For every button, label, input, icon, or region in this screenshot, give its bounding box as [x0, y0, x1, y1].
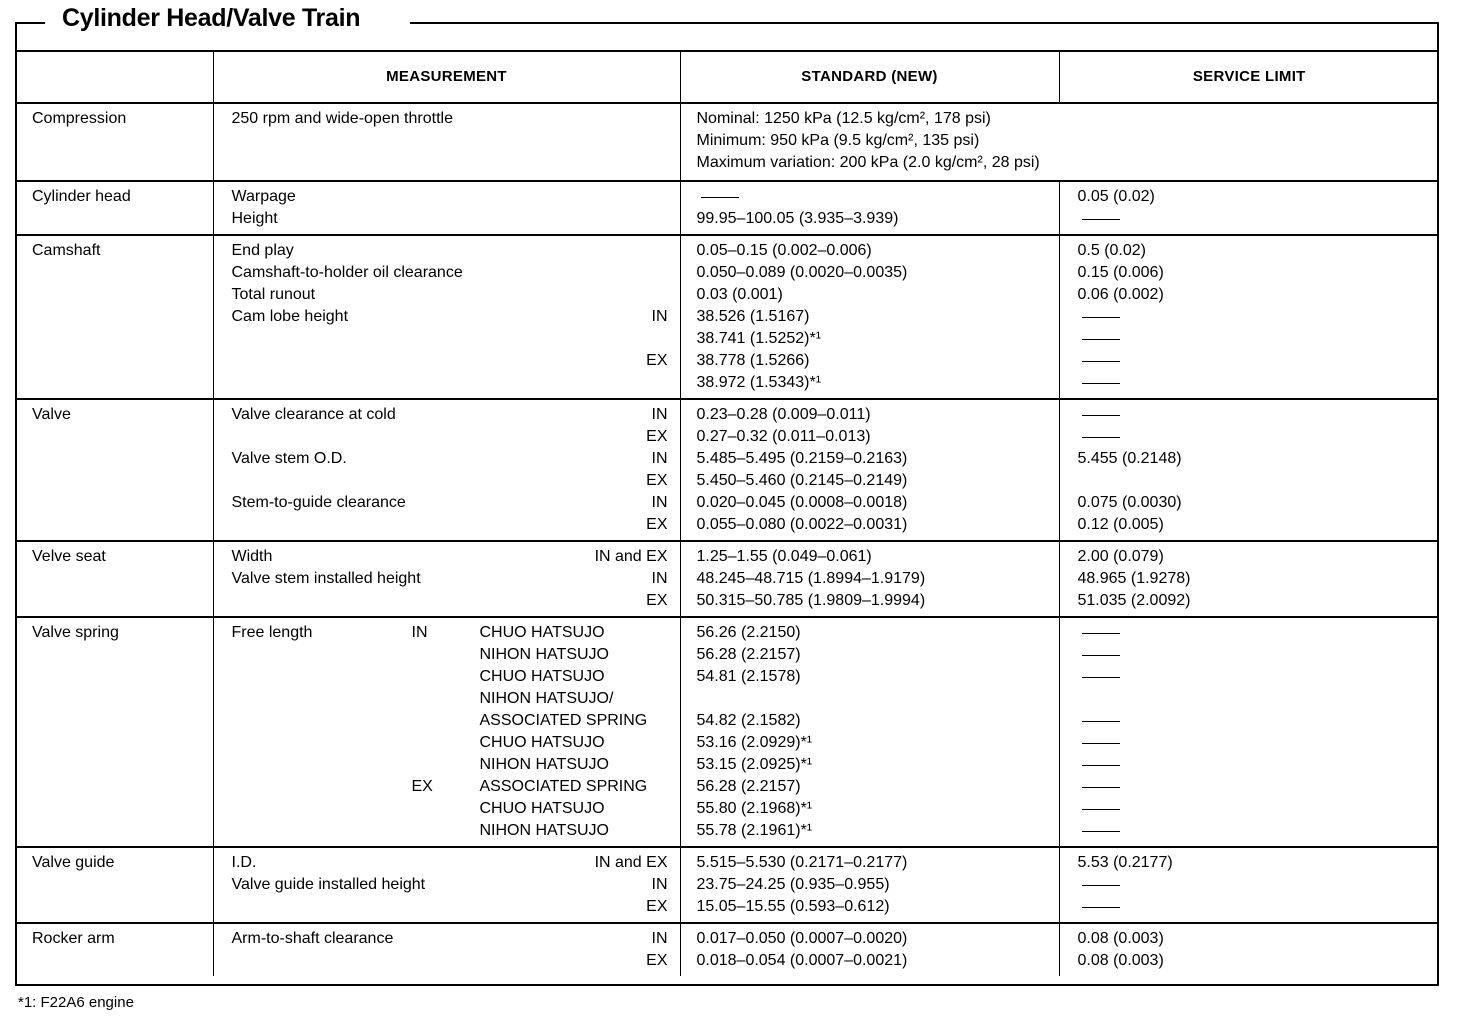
standard-lines: [697, 848, 1059, 922]
service-limit-cell: [1059, 181, 1439, 235]
service-limit-value: 51.035 (2.0092): [1077, 592, 1191, 609]
standard-value: 0.05–0.15 (0.002–0.006): [696, 242, 872, 259]
dash-mark: [1082, 721, 1120, 722]
dash-mark: [1082, 677, 1120, 678]
limit-lines: [1078, 542, 1440, 616]
standard-value: 38.972 (1.5343)*¹: [696, 374, 822, 391]
side-label: IN: [651, 570, 668, 587]
side-label: EX: [646, 898, 668, 915]
measurement-line: [232, 240, 680, 262]
standard-value: 0.020–0.045 (0.0008–0.0018): [696, 494, 908, 511]
standard-value: 54.81 (2.1578): [696, 668, 801, 685]
service-limit-value: [1078, 644, 1440, 666]
measurement-label: Warpage: [231, 188, 296, 205]
service-limit-value: [1078, 622, 1440, 644]
measurement-label: Valve clearance at cold: [231, 406, 396, 423]
maker-label: NIHON HATSUJO: [479, 822, 609, 839]
standard-value: 0.017–0.050 (0.0007–0.0020): [696, 930, 908, 947]
measurement-cell: [213, 399, 680, 541]
dash-mark: [701, 197, 739, 198]
measurement-lines: [232, 848, 680, 922]
measurement-line: [232, 852, 680, 874]
service-limit-value: [1078, 896, 1440, 918]
standard-cell: [680, 541, 1059, 617]
side-label: IN: [651, 450, 668, 467]
measurement-label: Valve stem O.D.: [231, 450, 347, 467]
side-label: IN: [651, 876, 668, 893]
standard-cell: [680, 923, 1059, 976]
service-limit-value: [1078, 874, 1440, 896]
component-name: Camshaft: [15, 235, 213, 399]
service-limit-cell: [1059, 399, 1439, 541]
maker-label: CHUO HATSUJO: [479, 668, 605, 685]
side-label: EX: [646, 516, 668, 533]
limit-lines: [1078, 400, 1440, 540]
measurement-line: [232, 404, 680, 426]
measurement-label: Free length: [231, 624, 313, 641]
maker-label: ASSOCIATED SPRING: [479, 778, 648, 795]
side-label: EX: [646, 428, 668, 445]
side-label: IN: [651, 308, 668, 325]
service-limit-value: 5.53 (0.2177): [1077, 854, 1173, 871]
service-limit-value: [1078, 688, 1440, 710]
spring-line: [232, 732, 680, 754]
side-label: IN and EX: [594, 548, 668, 565]
header-measurement: MEASUREMENT: [213, 51, 680, 103]
service-limit-value: 0.15 (0.006): [1077, 264, 1164, 281]
side-label: IN and EX: [594, 854, 668, 871]
measurement-line: [232, 350, 680, 372]
standard-value: 50.315–50.785 (1.9809–1.9994): [696, 592, 926, 609]
measurement-line: [232, 950, 680, 972]
service-limit-value: 2.00 (0.079): [1077, 548, 1164, 565]
service-limit-value: [1078, 820, 1440, 842]
service-limit-value: [1078, 350, 1440, 372]
measurement-label: 250 rpm and wide-open throttle: [231, 110, 453, 127]
measurement-label: Stem-to-guide clearance: [231, 494, 406, 511]
dash-mark: [1082, 743, 1120, 744]
side-label: IN: [651, 406, 668, 423]
dash-mark: [1082, 809, 1120, 810]
standard-value: 56.28 (2.2157): [696, 778, 801, 795]
limit-lines: [1078, 924, 1440, 976]
maker-label: CHUO HATSUJO: [479, 624, 605, 641]
service-limit-value: 0.075 (0.0030): [1077, 494, 1182, 511]
dash-mark: [1082, 317, 1120, 318]
dash-mark: [1082, 219, 1120, 220]
measurement-lines: [232, 400, 680, 540]
measurement-line: [232, 186, 680, 208]
component-name: Valve: [15, 399, 213, 541]
service-limit-value: 0.08 (0.003): [1077, 930, 1164, 947]
minimum-value: Minimum: 950 kPa (9.5 kg/cm², 135 psi): [696, 132, 980, 149]
standard-value: 5.485–5.495 (0.2159–0.2163): [696, 450, 908, 467]
measurement-line: [232, 262, 680, 284]
measurement-cell: [213, 235, 680, 399]
standard-value: 48.245–48.715 (1.8994–1.9179): [696, 570, 926, 587]
standard-lines: [697, 400, 1059, 540]
maker-label: CHUO HATSUJO: [479, 734, 605, 751]
dash-mark: [1082, 655, 1120, 656]
spring-line: [232, 688, 680, 710]
maker-label: ASSOCIATED SPRING: [479, 712, 648, 729]
header-standard: STANDARD (NEW): [680, 51, 1059, 103]
measurement-line: [232, 470, 680, 492]
footnote: *1: F22A6 engine: [18, 994, 134, 1011]
side-label: IN: [651, 930, 668, 947]
standard-cell: [680, 103, 1439, 181]
limit-lines: [1078, 848, 1440, 922]
standard-value: 56.28 (2.2157): [696, 646, 801, 663]
header-row: [15, 51, 1439, 103]
dash-mark: [1082, 361, 1120, 362]
standard-value: 5.450–5.460 (0.2145–0.2149): [696, 472, 908, 489]
standard-lines: [697, 182, 1059, 234]
component-name: Cylinder head: [15, 181, 213, 235]
side-label: EX: [646, 952, 668, 969]
standard-cell: [680, 847, 1059, 923]
component-name: Rocker arm: [15, 923, 213, 976]
standard-value: 56.26 (2.2150): [696, 624, 801, 641]
dash-mark: [1082, 339, 1120, 340]
standard-cell: [680, 617, 1059, 847]
maker-label: NIHON HATSUJO/: [479, 690, 614, 707]
measurement-line: [232, 492, 680, 514]
standard-value: 0.055–0.080 (0.0022–0.0031): [696, 516, 908, 533]
measurement-line: [232, 284, 680, 306]
standard-value: 38.526 (1.5167): [696, 308, 810, 325]
component-name: Compression: [15, 103, 213, 181]
service-limit-value: [1078, 426, 1440, 448]
service-limit-value: [1078, 372, 1440, 394]
maker-label: NIHON HATSUJO: [479, 646, 609, 663]
standard-lines: [697, 618, 1059, 846]
service-limit-value: 48.965 (1.9278): [1077, 570, 1191, 587]
service-limit-value: [1078, 776, 1440, 798]
specs-table: [15, 50, 1439, 976]
spring-line: [232, 710, 680, 732]
measurement-line: [232, 372, 680, 394]
dash-mark: [1082, 633, 1120, 634]
standard-value: 1.25–1.55 (0.049–0.061): [696, 548, 872, 565]
service-limit-value: 0.08 (0.003): [1077, 952, 1164, 969]
service-limit-value: [1078, 732, 1440, 754]
service-limit-cell: [1059, 847, 1439, 923]
measurement-label: Cam lobe height: [231, 308, 349, 325]
measurement-cell: [213, 541, 680, 617]
table-row-valve: [15, 399, 1439, 541]
service-limit-value: [1078, 470, 1440, 492]
standard-value: [697, 186, 1059, 208]
measurement-line: [232, 514, 680, 536]
service-limit-value: 0.5 (0.02): [1077, 242, 1146, 259]
service-limit-value: [1078, 798, 1440, 820]
standard-value: 55.78 (2.1961)*¹: [696, 822, 813, 839]
standard-value: 53.15 (2.0925)*¹: [696, 756, 813, 773]
dash-mark: [1082, 787, 1120, 788]
side-label: IN: [411, 624, 428, 641]
service-limit-cell: [1059, 541, 1439, 617]
standard-lines: [697, 542, 1059, 616]
spring-line: [232, 798, 680, 820]
measurement-line: [232, 208, 680, 230]
service-limit-value: [1078, 306, 1440, 328]
standard-value: 5.515–5.530 (0.2171–0.2177): [696, 854, 908, 871]
component-name: Valve guide: [15, 847, 213, 923]
limit-lines: [1078, 236, 1440, 398]
table-row-valve-guide: [15, 847, 1439, 923]
standard-cell: [680, 399, 1059, 541]
measurement-label: Width: [231, 548, 273, 565]
measurement-lines: [232, 236, 680, 398]
standard-value: 0.018–0.054 (0.0007–0.0021): [696, 952, 908, 969]
measurement-lines: [232, 542, 680, 616]
spring-line: [232, 644, 680, 666]
standard-lines: [697, 236, 1059, 398]
table-row-valve-spring: [15, 617, 1439, 847]
header-component: [15, 51, 213, 103]
measurement-lines: [232, 182, 680, 234]
measurement-cell: [213, 847, 680, 923]
dash-mark: [1082, 831, 1120, 832]
service-limit-value: [1078, 404, 1440, 426]
measurement-line: [232, 546, 680, 568]
table-row-velve-seat: [15, 541, 1439, 617]
measurement-cell: [213, 923, 680, 976]
measurement-label: Arm-to-shaft clearance: [231, 930, 394, 947]
standard-value: 0.050–0.089 (0.0020–0.0035): [696, 264, 908, 281]
measurement-line: [232, 874, 680, 896]
standard-cell: [680, 181, 1059, 235]
measurement-label: Height: [231, 210, 278, 227]
measurement-label: Valve guide installed height: [231, 876, 426, 893]
table-row-cylinder-head: [15, 181, 1439, 235]
measurement-label: Camshaft-to-holder oil clearance: [231, 264, 463, 281]
standard-value: [697, 688, 1059, 710]
standard-value: 99.95–100.05 (3.935–3.939): [696, 210, 899, 227]
standard-value: 55.80 (2.1968)*¹: [696, 800, 813, 817]
limit-lines: [1078, 618, 1440, 846]
measurement-line: [232, 590, 680, 612]
side-label: EX: [411, 778, 433, 795]
measurement-line: [232, 896, 680, 918]
standard-value: 23.75–24.25 (0.935–0.955): [696, 876, 890, 893]
measurement-line: [232, 568, 680, 590]
limit-lines: [1078, 182, 1440, 234]
standard-value: 53.16 (2.0929)*¹: [696, 734, 813, 751]
measurement-cell: [213, 103, 680, 181]
spring-line: [232, 776, 680, 798]
measurement-line: [232, 328, 680, 350]
service-limit-value: 0.05 (0.02): [1077, 188, 1155, 205]
page-title: Cylinder Head/Valve Train: [62, 4, 361, 32]
measurement-label: I.D.: [231, 854, 257, 871]
header-service-limit: SERVICE LIMIT: [1059, 51, 1439, 103]
service-limit-cell: [1059, 923, 1439, 976]
measurement-label: Total runout: [231, 286, 316, 303]
service-limit-cell: [1059, 617, 1439, 847]
table-row-compression: [15, 103, 1439, 181]
measurement-label: End play: [231, 242, 294, 259]
side-label: EX: [646, 592, 668, 609]
dash-mark: [1082, 415, 1120, 416]
measurement-cell: [213, 181, 680, 235]
maker-label: NIHON HATSUJO: [479, 756, 609, 773]
standard-value: 54.82 (2.1582): [696, 712, 801, 729]
maker-label: CHUO HATSUJO: [479, 800, 605, 817]
spring-line: [232, 666, 680, 688]
service-limit-value: 5.455 (0.2148): [1077, 450, 1182, 467]
standard-lines: [697, 924, 1059, 976]
measurement-lines: [232, 924, 680, 976]
standard-value: 15.05–15.55 (0.593–0.612): [696, 898, 890, 915]
service-limit-value: 0.06 (0.002): [1077, 286, 1164, 303]
spring-line: [232, 754, 680, 776]
dash-mark: [1082, 885, 1120, 886]
spring-line: [232, 820, 680, 842]
table-row-rocker-arm: [15, 923, 1439, 976]
table-row-camshaft: [15, 235, 1439, 399]
service-limit-value: [1078, 328, 1440, 350]
service-limit-value: 0.12 (0.005): [1077, 516, 1164, 533]
dash-mark: [1082, 907, 1120, 908]
standard-value: 38.741 (1.5252)*¹: [696, 330, 822, 347]
side-label: EX: [646, 352, 668, 369]
measurement-line: [232, 928, 680, 950]
measurement-line: [232, 306, 680, 328]
measurement-label: Valve stem installed height: [231, 570, 421, 587]
service-limit-value: [1078, 666, 1440, 688]
service-limit-value: [1078, 208, 1440, 230]
standard-cell: [680, 235, 1059, 399]
nominal-value: Nominal: 1250 kPa (12.5 kg/cm², 178 psi): [696, 110, 991, 127]
spring-line: [232, 622, 680, 644]
standard-value: 38.778 (1.5266): [696, 352, 810, 369]
standard-value: 0.23–0.28 (0.009–0.011): [696, 406, 871, 423]
measurement-lines: [232, 618, 680, 846]
service-limit-value: [1078, 710, 1440, 732]
measurement-line: [232, 448, 680, 470]
max-variation-value: Maximum variation: 200 kPa (2.0 kg/cm², 28 psi): [696, 154, 1040, 171]
measurement-cell: [213, 617, 680, 847]
side-label: IN: [651, 494, 668, 511]
service-limit-cell: [1059, 235, 1439, 399]
side-label: EX: [646, 472, 668, 489]
dash-mark: [1082, 765, 1120, 766]
service-limit-value: [1078, 754, 1440, 776]
dash-mark: [1082, 437, 1120, 438]
measurement-line: [232, 426, 680, 448]
dash-mark: [1082, 383, 1120, 384]
component-name: Valve spring: [15, 617, 213, 847]
component-name: Velve seat: [15, 541, 213, 617]
standard-value: 0.27–0.32 (0.011–0.013): [696, 428, 871, 445]
standard-value: 0.03 (0.001): [696, 286, 783, 303]
